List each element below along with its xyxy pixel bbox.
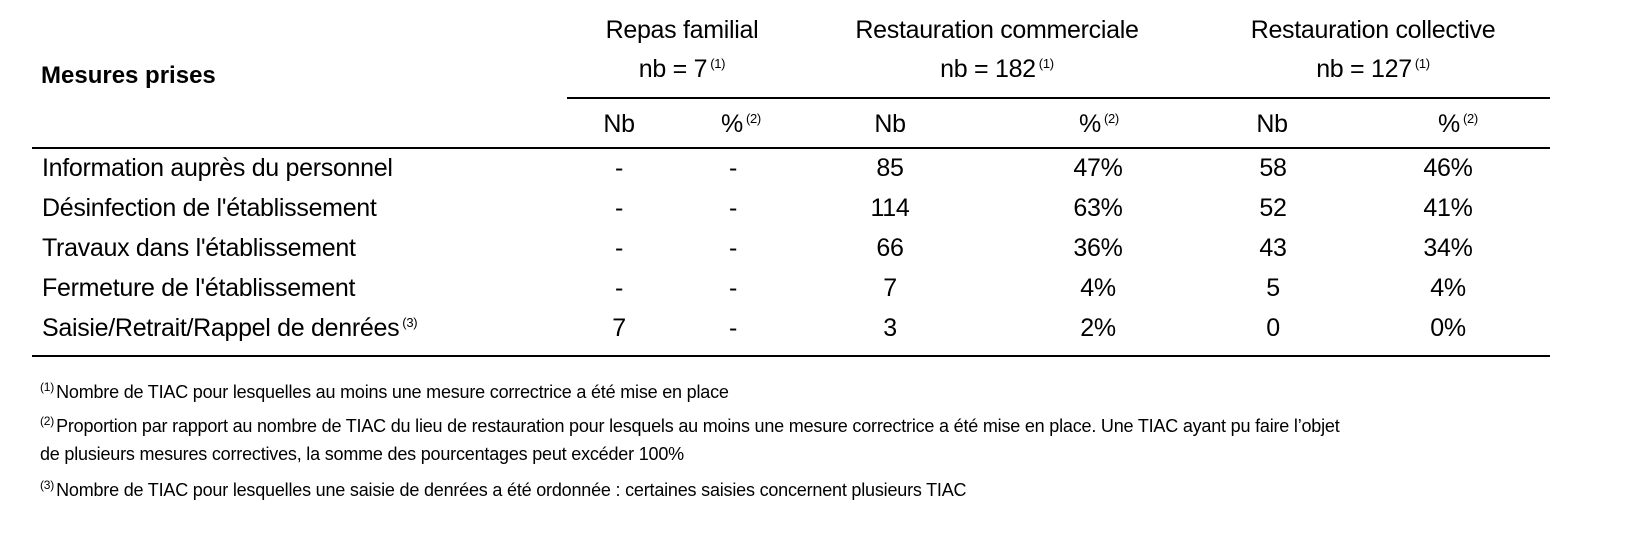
- footnote-1: $^{(1)}$ Nombre de TIAC pour lesquelles au moins une mesure correctrice a été mise en place: [40, 380, 729, 402]
- cell-value: -: [728, 314, 738, 342]
- header-group-rule: [567, 97, 1550, 99]
- cell-value: 41%: [1423, 194, 1473, 222]
- group-title: Restauration collective: [1250, 16, 1496, 44]
- footnote-mark: (3): [40, 478, 55, 492]
- cell-value: -: [728, 194, 738, 222]
- cell-value: 63%: [1073, 194, 1123, 222]
- cell-value: 7: [883, 274, 897, 302]
- subheader-nb: Nb: [1256, 110, 1288, 138]
- cell-value: -: [614, 274, 624, 302]
- subheader-pct: % $^{(2)}$: [721, 110, 761, 138]
- group-title: Restauration commerciale: [855, 16, 1139, 44]
- cell-value: 47%: [1073, 154, 1123, 182]
- footnote-ref: (3): [402, 315, 418, 330]
- group-header-restauration-collective: [1251, 14, 1496, 86]
- cell-value: 66: [876, 234, 904, 262]
- group-count: nb = 182 $^{(1)}$: [940, 55, 1054, 83]
- cell-value: 34%: [1423, 234, 1473, 262]
- footnote-3: $^{(3)}$ Nombre de TIAC pour lesquelles une saisie de denrées a été ordonnée : certaines saisies concernent plusieurs TIAC: [40, 478, 967, 500]
- group-header-restauration-commerciale: [855, 14, 1138, 86]
- cell-value: 0%: [1430, 314, 1466, 342]
- group-count: nb = 127 $^{(1)}$: [1316, 55, 1430, 83]
- footnote-ref: (2): [745, 111, 761, 126]
- cell-value: 0: [1266, 314, 1280, 342]
- cell-value: 46%: [1423, 154, 1473, 182]
- cell-value: 4%: [1430, 274, 1466, 302]
- cell-value: 114: [870, 194, 910, 222]
- subheader-pct: % $^{(2)}$: [1079, 110, 1119, 138]
- cell-value: -: [614, 194, 624, 222]
- group-title: Repas familial: [605, 16, 759, 44]
- header-rule: [32, 147, 1550, 149]
- cell-value: 85: [876, 154, 904, 182]
- subheader-pct: % $^{(2)}$: [1438, 110, 1478, 138]
- footnote-ref: (1): [1414, 56, 1430, 71]
- footnote-mark: (1): [40, 380, 55, 394]
- cell-value: 2%: [1080, 314, 1116, 342]
- group-header-repas-familial: [606, 14, 759, 86]
- cell-value: 52: [1259, 194, 1287, 222]
- column-header-mesures: Mesures prises: [41, 62, 216, 89]
- cell-value: 4%: [1080, 274, 1116, 302]
- cell-value: 5: [1266, 274, 1280, 302]
- cell-value: 7: [612, 314, 626, 342]
- row-label: Travaux dans l'établissement: [42, 234, 356, 262]
- cell-value: -: [614, 234, 624, 262]
- footnote-ref: (2): [1462, 111, 1478, 126]
- table-bottom-rule: [32, 355, 1550, 357]
- footnote-2-continued: de plusieurs mesures correctives, la somme des pourcentages peut excéder 100%: [40, 444, 684, 464]
- cell-value: -: [614, 154, 624, 182]
- group-count: nb = 7 $^{(1)}$: [638, 55, 726, 83]
- subheader-nb: Nb: [603, 110, 635, 138]
- cell-value: 36%: [1073, 234, 1123, 262]
- row-label: Fermeture de l'établissement: [42, 274, 356, 302]
- footnote-ref: (1): [1038, 56, 1054, 71]
- cell-value: -: [728, 154, 738, 182]
- footnote-ref: (2): [1103, 111, 1119, 126]
- row-label: Saisie/Retrait/Rappel de denrées $^{(3)}$: [42, 314, 418, 342]
- cell-value: -: [728, 234, 738, 262]
- subheader-nb: Nb: [874, 110, 906, 138]
- footnote-2: $^{(2)}$ Proportion par rapport au nombre de TIAC du lieu de restauration pour lesquels au moins une mesure correctrice a été mise en place. Une TIAC ayant pu faire l’objet: [40, 414, 1340, 436]
- cell-value: 43: [1259, 234, 1287, 262]
- row-label: Information auprès du personnel: [42, 154, 393, 182]
- footnote-ref: (1): [710, 56, 726, 71]
- row-label: Désinfection de l'établissement: [42, 194, 377, 222]
- cell-value: 58: [1259, 154, 1287, 182]
- footnote-mark: (2): [40, 414, 55, 428]
- cell-value: -: [728, 274, 738, 302]
- cell-value: 3: [883, 314, 897, 342]
